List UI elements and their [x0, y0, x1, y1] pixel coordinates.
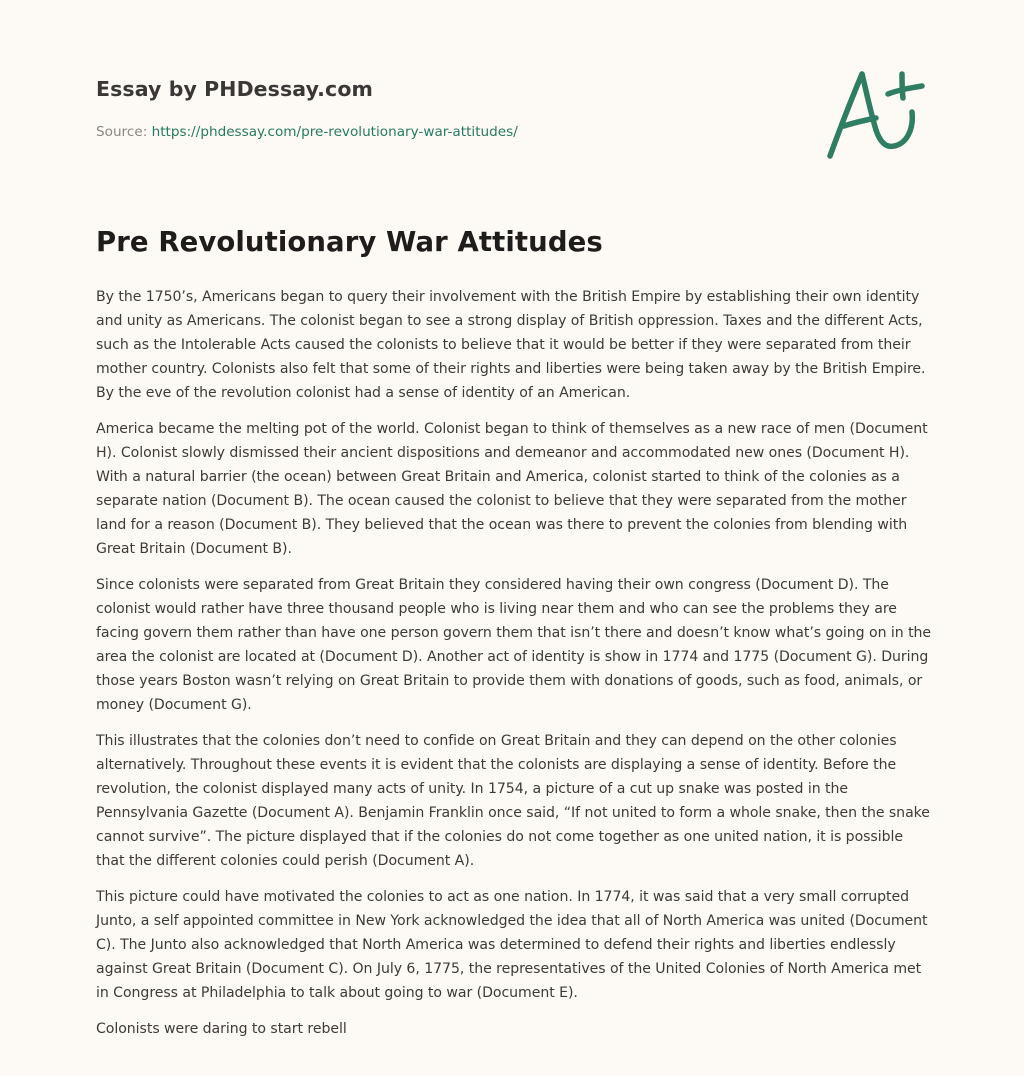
essay-paragraph-truncated: Colonists were daring to start rebell: [96, 1021, 347, 1037]
source-label: Source:: [96, 124, 152, 140]
essay-paragraph: Since colonists were separated from Great Britain they considered having their own congress (Document D). The colonist would rather have three thousand people who is living near them and who can see the problems they are facing govern them rather than have one person govern them that isn’t there and doesn’t know what’s going on in the area the colonist are located at (Document D). Another act of identity is show in 1774 and 1775 (Document G). During those years Boston wasn’t relying on Great Britain to provide them with donations of goods, such as food, animals, or money (Document G).: [96, 577, 932, 713]
essay-paragraph: America became the melting pot of the world. Colonist began to think of themselves as a new race of men (Document H). Colonist slowly dismissed their ancient dispositions and demeanor and accommodated new ones (Document H). With a natural barrier (the ocean) between Great Britain and America, colonist started to think of the colonies as a separate nation (Document B). The ocean caused the colonist to believe that they were separated from the mother land for a reason (Document B). They believed that the ocean was there to prevent the colonies from blending with Great Britain (Document B).: [96, 421, 928, 557]
essay-paragraph: This picture could have motivated the colonies to act as one nation. In 1774, it was said that a very small corrupted Junto, a self appointed committee in New York acknowledged the idea that all of North America was united (Document C). The Junto also acknowledged that North America was determined to defend their rights and liberties endlessly against Great Britain (Document C). On July 6, 1775, the representatives of the United Colonies of North America met in Congress at Philadelphia to talk about going to war (Document E).: [96, 889, 928, 1001]
essay-title: Pre Revolutionary War Attitudes: [96, 226, 603, 258]
essay-paragraph: By the 1750’s, Americans began to query their involvement with the British Empire by establishing their own identity and unity as Americans. The colonist began to see a strong display of British oppression. Taxes and the different Acts, such as the Intolerable Acts caused the colonists to believe that it would be better if they were separated from their mother country. Colonists also felt that some of their rights and liberties were being taken away by the British Empire. By the eve of the revolution colonist had a sense of identity of an American.: [96, 289, 926, 401]
brand-title: Essay by PHDessay.com: [96, 77, 373, 101]
essay-body: [96, 285, 932, 1053]
a-plus-grade-icon: [826, 68, 926, 164]
essay-paragraph: This illustrates that the colonies don’t need to confide on Great Britain and they can depend on the other colonies alternatively. Throughout these events it is evident that the colonists are displaying a sense of identity. Before the revolution, the colonist displayed many acts of unity. In 1754, a picture of a cut up snake was posted in the Pennsylvania Gazette (Document A). Benjamin Franklin once said, “If not united to form a whole snake, then the snake cannot survive”. The picture displayed that if the colonies do not come together as one united nation, it is possible that the different colonies could perish (Document A).: [96, 733, 930, 869]
source-line: [96, 124, 518, 140]
source-link[interactable]: https://phdessay.com/pre-revolutionary-war-attitudes/: [151, 124, 518, 140]
